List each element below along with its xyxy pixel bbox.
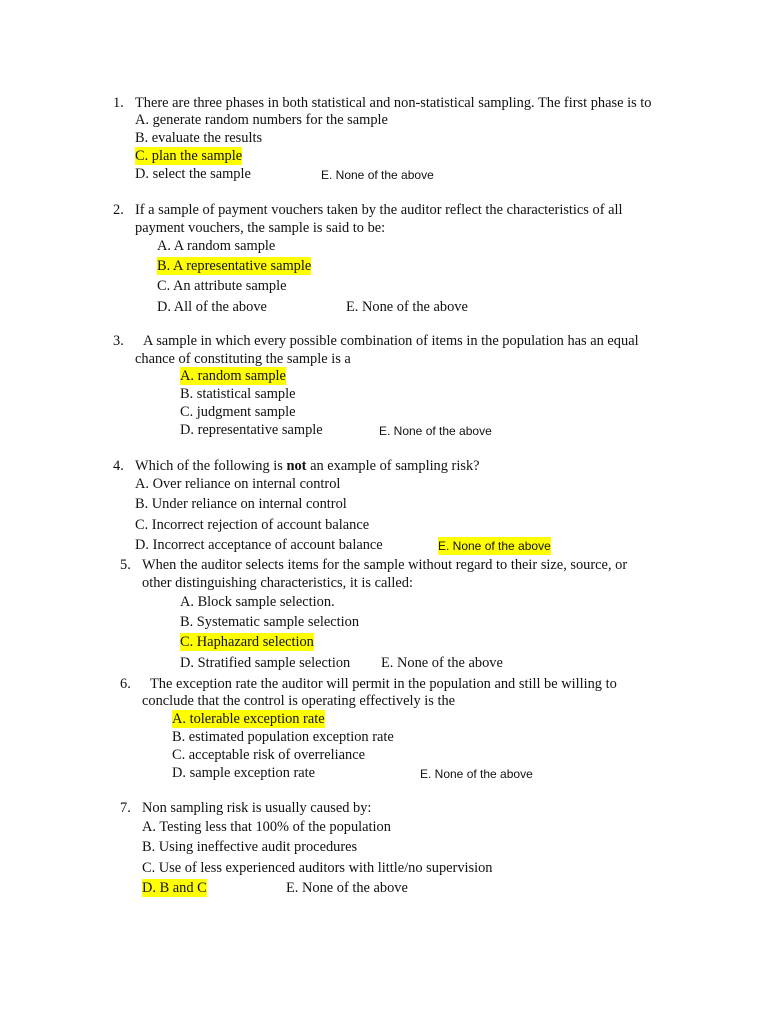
option-e: E. None of the above bbox=[420, 767, 533, 781]
option-b: B. evaluate the results bbox=[135, 130, 263, 146]
option-a-highlighted: A. random sample bbox=[180, 368, 286, 384]
option-e-highlighted: E. None of the above bbox=[438, 539, 551, 553]
option-e: E. None of the above bbox=[321, 168, 434, 182]
question-stem: A sample in which every possible combination of items in the population has an equal bbox=[143, 333, 639, 349]
question-stem: When the auditor selects items for the sample without regard to their size, source, or bbox=[142, 557, 628, 573]
option-b: B. Systematic sample selection bbox=[180, 614, 360, 630]
option-d: D. Stratified sample selection bbox=[180, 655, 351, 671]
option-c: C. Incorrect rejection of account balance bbox=[135, 517, 370, 533]
question-stem: There are three phases in both statistical and non-statistical sampling. The first phase is to bbox=[135, 95, 652, 111]
question-stem: other distinguishing characteristics, it is called: bbox=[142, 575, 413, 591]
option-c: C. acceptable risk of overreliance bbox=[172, 747, 365, 763]
option-b: B. Under reliance on internal control bbox=[135, 496, 347, 512]
option-a-highlighted: A. tolerable exception rate bbox=[172, 711, 325, 727]
question-number: 3. bbox=[113, 333, 124, 349]
question-number: 6. bbox=[120, 676, 131, 692]
option-b: B. Using ineffective audit procedures bbox=[142, 839, 358, 855]
option-d: D. representative sample bbox=[180, 422, 323, 438]
option-b: B. statistical sample bbox=[180, 386, 296, 402]
option-d-highlighted: D. B and C bbox=[142, 880, 207, 896]
option-a: A. generate random numbers for the sample bbox=[135, 112, 388, 128]
option-d: D. Incorrect acceptance of account balance bbox=[135, 537, 383, 553]
question-number: 4. bbox=[113, 458, 124, 474]
option-d: D. All of the above bbox=[157, 299, 267, 315]
question-stem: Non sampling risk is usually caused by: bbox=[142, 800, 372, 816]
option-c-highlighted: C. plan the sample bbox=[135, 148, 243, 164]
question-number: 1. bbox=[113, 95, 124, 111]
option-e: E. None of the above bbox=[379, 424, 492, 438]
option-c: C. Use of less experienced auditors with little/no supervision bbox=[142, 860, 493, 876]
option-e: E. None of the above bbox=[286, 880, 408, 896]
question-number: 5. bbox=[120, 557, 131, 573]
option-b-highlighted: B. A representative sample bbox=[157, 258, 312, 274]
option-a: A. Over reliance on internal control bbox=[135, 476, 341, 492]
question-stem: Which of the following is not an example of sampling risk? bbox=[135, 458, 480, 474]
option-c: C. judgment sample bbox=[180, 404, 296, 420]
option-b: B. estimated population exception rate bbox=[172, 729, 394, 745]
question-stem: chance of constituting the sample is a bbox=[135, 351, 351, 367]
question-stem: The exception rate the auditor will permit in the population and still be willing to bbox=[150, 676, 617, 692]
option-c-highlighted: C. Haphazard selection bbox=[180, 634, 314, 650]
option-e: E. None of the above bbox=[381, 655, 503, 671]
option-a: A. A random sample bbox=[157, 238, 276, 254]
option-a: A. Testing less that 100% of the population bbox=[142, 819, 391, 835]
option-e: E. None of the above bbox=[346, 299, 468, 315]
question-stem: If a sample of payment vouchers taken by the auditor reflect the characteristics of all bbox=[135, 202, 623, 218]
option-d: D. sample exception rate bbox=[172, 765, 316, 781]
question-stem: conclude that the control is operating effectively is the bbox=[142, 693, 456, 709]
question-number: 7. bbox=[120, 800, 131, 816]
option-c: C. An attribute sample bbox=[157, 278, 287, 294]
question-number: 2. bbox=[113, 202, 124, 218]
question-stem: payment vouchers, the sample is said to be: bbox=[135, 220, 386, 236]
emphasis-not: not bbox=[286, 458, 307, 474]
option-a: A. Block sample selection. bbox=[180, 594, 335, 610]
option-d: D. select the sample bbox=[135, 166, 251, 182]
